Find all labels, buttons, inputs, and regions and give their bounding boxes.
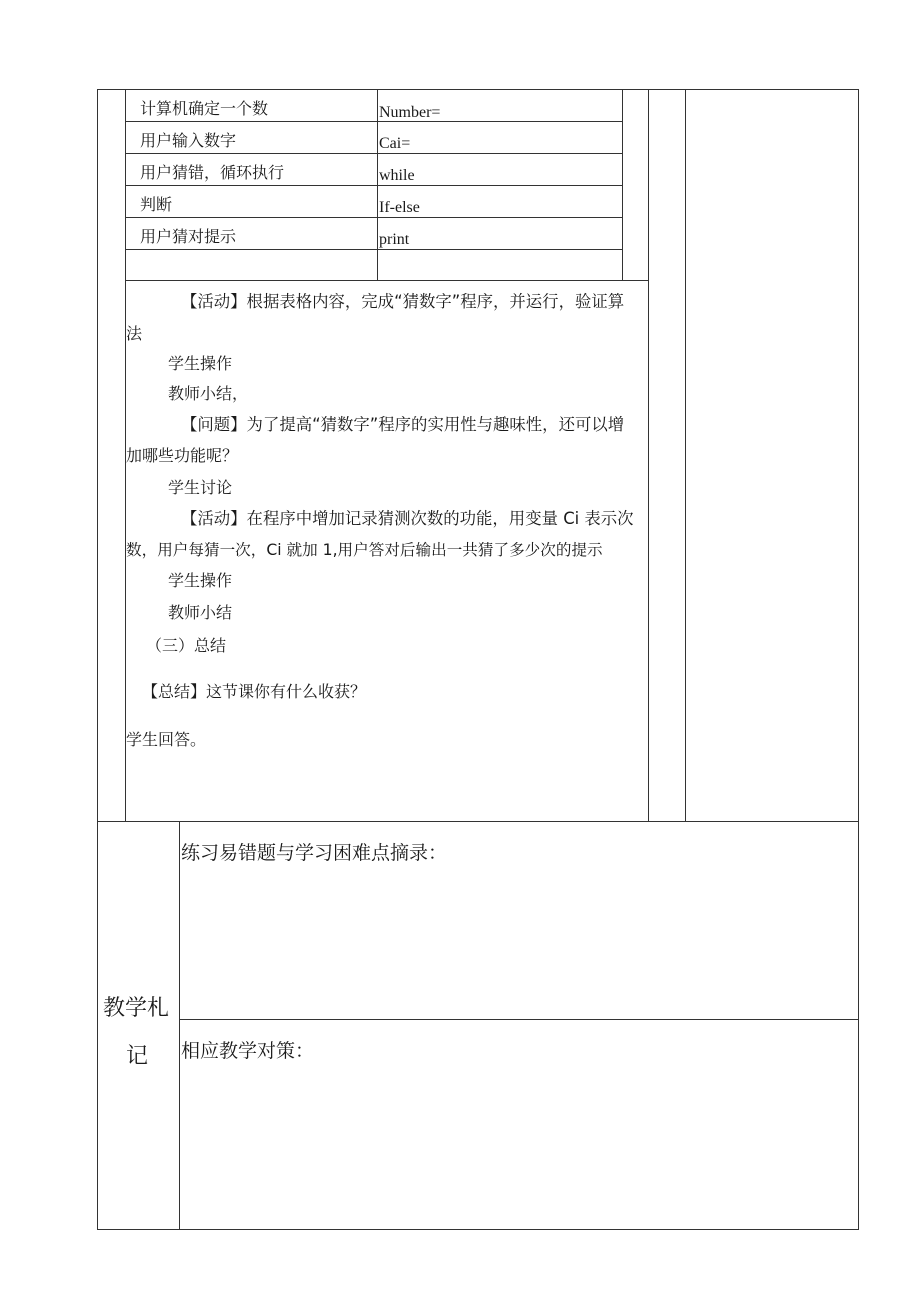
table-code-1: Number= bbox=[379, 104, 441, 121]
mistakes-heading: 练习易错题与学习困难点摘录： bbox=[181, 842, 448, 864]
column-divider-1 bbox=[685, 89, 686, 821]
activity1-line1: 【活动】根据表格内容，完成“猜数字”程序，并运行，验证算 bbox=[181, 292, 625, 311]
notes-label-divider bbox=[179, 821, 180, 1229]
notes-label-line2: 记 bbox=[126, 1044, 149, 1069]
question-line1: 【问题】为了提高“猜数字”程序的实用性与趣味性，还可以增 bbox=[181, 415, 625, 434]
student-operation-1: 学生操作 bbox=[168, 354, 233, 373]
table-step-1: 计算机确定一个数 bbox=[140, 99, 269, 118]
table-code-5: print bbox=[379, 231, 410, 248]
student-answer: 学生回答。 bbox=[126, 730, 207, 749]
teacher-summary-1: 教师小结， bbox=[168, 384, 249, 403]
summary-question: 【总结】这节课你有什么收获？ bbox=[142, 682, 367, 701]
content-right-border bbox=[648, 89, 649, 821]
table-step-5: 用户猜对提示 bbox=[140, 227, 237, 246]
inner-row-line-1 bbox=[125, 121, 623, 122]
teacher-summary-2: 教师小结 bbox=[168, 603, 233, 622]
notes-middle-divider bbox=[179, 1019, 859, 1020]
table-code-3: while bbox=[379, 167, 415, 184]
strategy-heading: 相应教学对策： bbox=[181, 1040, 315, 1062]
table-code-2: Cai= bbox=[379, 135, 411, 152]
inner-row-line-3 bbox=[125, 185, 623, 186]
top-border bbox=[97, 89, 859, 90]
inner-table-bottom bbox=[125, 280, 649, 281]
activity1-line2: 法 bbox=[126, 324, 143, 343]
table-step-3: 用户猜错，循环执行 bbox=[140, 163, 285, 182]
notes-label-line1: 教学札 bbox=[103, 996, 170, 1021]
table-step-4: 判断 bbox=[140, 195, 173, 214]
inner-row-line-5 bbox=[125, 249, 623, 250]
activity2-line2: 数，用户每猜一次，Ci 就加 1,用户答对后输出一共猜了多少次的提示 bbox=[126, 541, 603, 559]
student-discussion: 学生讨论 bbox=[168, 478, 233, 497]
bottom-border bbox=[97, 1229, 859, 1230]
right-border bbox=[858, 89, 859, 1229]
table-step-2: 用户输入数字 bbox=[140, 131, 237, 150]
activity2-line1: 【活动】在程序中增加记录猜测次数的功能，用变量 Ci 表示次 bbox=[181, 509, 634, 528]
table-code-4: If-else bbox=[379, 199, 420, 216]
question-line2: 加哪些功能呢？ bbox=[126, 446, 239, 465]
notes-top-border bbox=[97, 821, 859, 822]
left-border bbox=[97, 89, 98, 1229]
inner-row-line-2 bbox=[125, 153, 623, 154]
inner-row-line-4 bbox=[125, 217, 623, 218]
section-3-heading: （三）总结 bbox=[146, 636, 227, 655]
student-operation-2: 学生操作 bbox=[168, 571, 233, 590]
